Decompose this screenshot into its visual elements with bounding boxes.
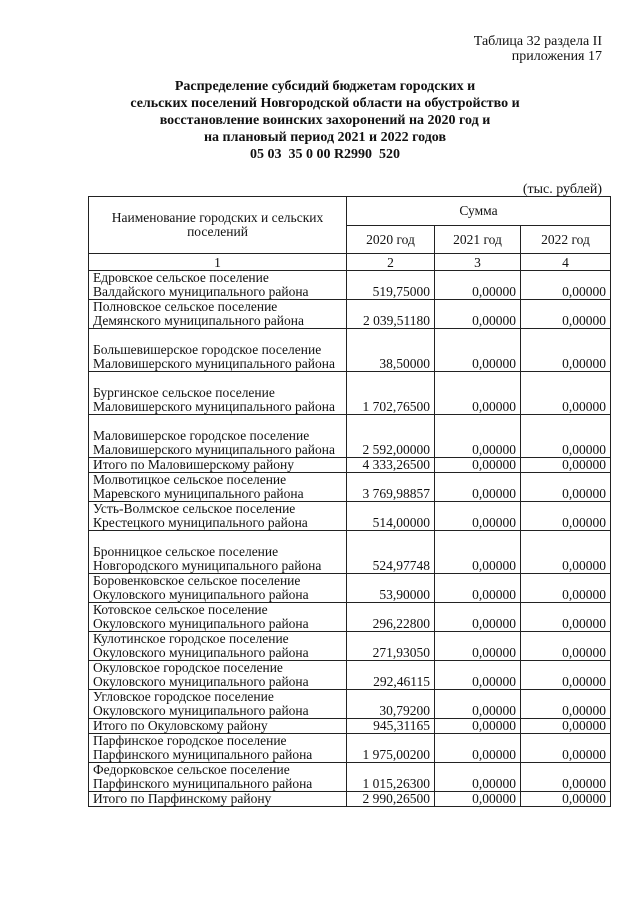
title-line2: сельских поселений Новгородской области на обустройство и — [130, 96, 520, 111]
amount-2021-cell: 0,00000 — [435, 719, 521, 734]
amount-2021-cell: 0,00000 — [435, 372, 521, 415]
amount-2022-cell: 0,00000 — [521, 763, 611, 792]
amount-2022-cell: 0,00000 — [521, 792, 611, 807]
amount-2021-cell: 0,00000 — [435, 734, 521, 763]
amount-2022-cell: 0,00000 — [521, 473, 611, 502]
amount-2020-cell: 4 333,26500 — [347, 458, 435, 473]
table-row — [89, 473, 611, 502]
amount-2022-cell: 0,00000 — [521, 531, 611, 574]
header-sum: Сумма — [347, 197, 611, 226]
settlement-name-cell: Итого по Маловишерскому району — [89, 458, 347, 473]
amount-2022-cell: 0,00000 — [521, 502, 611, 531]
settlement-name-cell: Маловишерское городское поселение Маловишерского муниципального района — [89, 415, 347, 458]
table-row — [89, 690, 611, 719]
amount-2020-cell: 271,93050 — [347, 632, 435, 661]
amount-2020-cell: 38,50000 — [347, 329, 435, 372]
amount-2020-cell: 945,31165 — [347, 719, 435, 734]
budget-code: 05 03 35 0 00 R2990 520 — [249, 147, 401, 162]
header-year-2021: 2021 год — [435, 226, 521, 254]
amount-2020-cell: 519,75000 — [347, 271, 435, 300]
settlement-name-cell: Усть-Волмское сельское поселение Крестецкого муниципального района — [89, 502, 347, 531]
table-row — [89, 734, 611, 763]
amount-2022-cell: 0,00000 — [521, 271, 611, 300]
amount-2020-cell: 30,79200 — [347, 690, 435, 719]
amount-2020-cell: 2 039,51180 — [347, 300, 435, 329]
amount-2021-cell: 0,00000 — [435, 300, 521, 329]
amount-2020-cell: 3 769,98857 — [347, 473, 435, 502]
amount-2022-cell: 0,00000 — [521, 661, 611, 690]
amount-2021-cell: 0,00000 — [435, 473, 521, 502]
table-row — [89, 300, 611, 329]
header-year-2022: 2022 год — [521, 226, 611, 254]
table-row — [89, 329, 611, 372]
amount-2021-cell: 0,00000 — [435, 458, 521, 473]
amount-2021-cell: 0,00000 — [435, 502, 521, 531]
amount-2021-cell: 0,00000 — [435, 329, 521, 372]
amount-2022-cell: 0,00000 — [521, 632, 611, 661]
column-number: 4 — [521, 254, 611, 271]
table-row — [89, 574, 611, 603]
amount-2022-cell: 0,00000 — [521, 458, 611, 473]
column-number: 2 — [347, 254, 435, 271]
amount-2022-cell: 0,00000 — [521, 690, 611, 719]
table-total-row — [89, 719, 611, 734]
amount-2021-cell: 0,00000 — [435, 603, 521, 632]
amount-2021-cell: 0,00000 — [435, 574, 521, 603]
table-row — [89, 271, 611, 300]
amount-2021-cell: 0,00000 — [435, 415, 521, 458]
table-total-row — [89, 458, 611, 473]
amount-2021-cell: 0,00000 — [435, 271, 521, 300]
subsidies-table — [88, 196, 611, 807]
header-year-2020: 2020 год — [347, 226, 435, 254]
table-row — [89, 763, 611, 792]
amount-2022-cell: 0,00000 — [521, 734, 611, 763]
settlement-name-cell: Бургинское сельское поселение Маловишерского муниципального района — [89, 372, 347, 415]
amount-2020-cell: 292,46115 — [347, 661, 435, 690]
settlement-name-cell: Большевишерское городское поселение Маловишерского муниципального района — [89, 329, 347, 372]
table-reference-line2: приложения 17 — [511, 49, 602, 64]
amount-2022-cell: 0,00000 — [521, 372, 611, 415]
settlement-name-cell: Котовское сельское поселение Окуловского муниципального района — [89, 603, 347, 632]
amount-2021-cell: 0,00000 — [435, 531, 521, 574]
amount-2020-cell: 524,97748 — [347, 531, 435, 574]
table-row — [89, 531, 611, 574]
settlement-name-cell: Угловское городское поселение Окуловского муниципального района — [89, 690, 347, 719]
amount-2021-cell: 0,00000 — [435, 792, 521, 807]
settlement-name-cell: Боровенковское сельское поселение Окуловского муниципального района — [89, 574, 347, 603]
column-number: 3 — [435, 254, 521, 271]
amount-2021-cell: 0,00000 — [435, 632, 521, 661]
settlement-name-cell: Итого по Окуловскому району — [89, 719, 347, 734]
amount-2020-cell: 514,00000 — [347, 502, 435, 531]
amount-2021-cell: 0,00000 — [435, 661, 521, 690]
amount-2020-cell: 1 015,26300 — [347, 763, 435, 792]
amount-2020-cell: 2 990,26500 — [347, 792, 435, 807]
title-line3: восстановление воинских захоронений на 2020 год и — [159, 113, 491, 128]
column-number: 1 — [89, 254, 347, 271]
table-row — [89, 632, 611, 661]
settlement-name-cell: Парфинское городское поселение Парфинского муниципального района — [89, 734, 347, 763]
amount-2022-cell: 0,00000 — [521, 329, 611, 372]
amount-2020-cell: 1 975,00200 — [347, 734, 435, 763]
table-row — [89, 603, 611, 632]
amount-2022-cell: 0,00000 — [521, 574, 611, 603]
table-row — [89, 661, 611, 690]
title-line4: на плановый период 2021 и 2022 годов — [203, 130, 447, 145]
table-reference-line1: Таблица 32 раздела II — [473, 34, 602, 49]
table-row — [89, 502, 611, 531]
settlement-name-cell: Едровское сельское поселение Валдайского муниципального района — [89, 271, 347, 300]
amount-2022-cell: 0,00000 — [521, 719, 611, 734]
settlement-name-cell: Полновское сельское поселение Демянского муниципального района — [89, 300, 347, 329]
amount-2022-cell: 0,00000 — [521, 300, 611, 329]
amount-2022-cell: 0,00000 — [521, 603, 611, 632]
settlement-name-cell: Итого по Парфинскому району — [89, 792, 347, 807]
amount-2020-cell: 53,90000 — [347, 574, 435, 603]
amount-2020-cell: 296,22800 — [347, 603, 435, 632]
settlement-name-cell: Бронницкое сельское поселение Новгородского муниципального района — [89, 531, 347, 574]
settlement-name-cell: Окуловское городское поселение Окуловского муниципального района — [89, 661, 347, 690]
units-label: (тыс. рублей) — [522, 182, 602, 197]
table-row — [89, 415, 611, 458]
settlement-name-cell: Молвотицкое сельское поселение Маревского муниципального района — [89, 473, 347, 502]
settlement-name-cell: Кулотинское городское поселение Окуловского муниципального района — [89, 632, 347, 661]
header-name-column: Наименование городских и сельских поселений — [89, 197, 347, 254]
settlement-name-cell: Федорковское сельское поселение Парфинского муниципального района — [89, 763, 347, 792]
table-total-row — [89, 792, 611, 807]
amount-2022-cell: 0,00000 — [521, 415, 611, 458]
amount-2021-cell: 0,00000 — [435, 690, 521, 719]
amount-2020-cell: 1 702,76500 — [347, 372, 435, 415]
title-line1: Распределение субсидий бюджетам городских и — [174, 79, 476, 94]
table-body — [89, 271, 611, 807]
amount-2021-cell: 0,00000 — [435, 763, 521, 792]
table-row — [89, 372, 611, 415]
table-reference — [474, 34, 602, 64]
amount-2020-cell: 2 592,00000 — [347, 415, 435, 458]
document-title — [80, 78, 570, 163]
